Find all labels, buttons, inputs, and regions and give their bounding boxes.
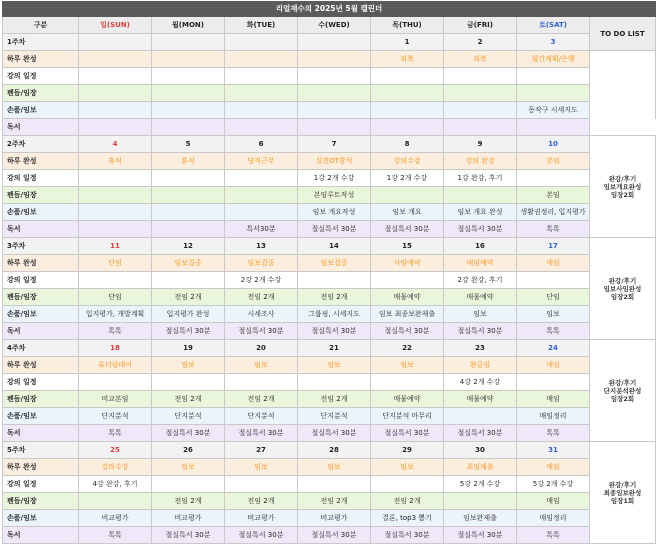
schedule-cell[interactable] xyxy=(79,68,152,85)
schedule-cell[interactable]: 휴식 xyxy=(152,153,225,170)
row-label: 하루 완성 xyxy=(3,51,79,68)
row-label: 하루 완성 xyxy=(3,357,79,374)
schedule-cell[interactable] xyxy=(298,272,371,289)
date-cell[interactable]: 16 xyxy=(444,238,517,255)
schedule-cell[interactable]: 비교본임 xyxy=(79,391,152,408)
schedule-cell[interactable] xyxy=(79,272,152,289)
schedule-cell[interactable]: 휴식 xyxy=(79,153,152,170)
row-label: 손품/임보 xyxy=(3,510,79,527)
week-label: 5주차 xyxy=(3,442,79,459)
date-cell[interactable]: 11 xyxy=(79,238,152,255)
date-cell[interactable]: 4 xyxy=(79,136,152,153)
week-label: 3주차 xyxy=(3,238,79,255)
schedule-row xyxy=(3,289,656,306)
schedule-cell[interactable]: 매임 xyxy=(517,391,590,408)
schedule-cell[interactable] xyxy=(444,119,517,136)
schedule-cell[interactable]: 전임 2개 xyxy=(225,493,298,510)
schedule-cell[interactable] xyxy=(152,51,225,68)
schedule-cell[interactable]: 단임 xyxy=(79,255,152,272)
schedule-row xyxy=(3,459,656,476)
schedule-cell[interactable]: 2강 2개 수강 xyxy=(225,272,298,289)
week-label: 1주차 xyxy=(3,34,79,51)
schedule-cell[interactable]: 2강 완강, 후기 xyxy=(444,272,517,289)
date-cell[interactable]: 23 xyxy=(444,340,517,357)
schedule-cell[interactable]: 1강 2개 수강 xyxy=(371,170,444,187)
row-label: 펜듬/임장 xyxy=(3,289,79,306)
schedule-cell[interactable]: 비교평가 xyxy=(298,510,371,527)
schedule-cell[interactable]: 절실특서 30분 xyxy=(371,527,444,544)
schedule-cell[interactable]: 시세조사 xyxy=(225,306,298,323)
schedule-cell[interactable] xyxy=(371,374,444,391)
schedule-cell[interactable] xyxy=(225,68,298,85)
row-label: 손품/임보 xyxy=(3,306,79,323)
schedule-cell[interactable]: 입지평가, 개발계획 xyxy=(79,306,152,323)
schedule-cell[interactable]: 비교평가 xyxy=(152,510,225,527)
schedule-cell[interactable]: 4강 2개 수강 xyxy=(444,374,517,391)
schedule-cell[interactable] xyxy=(152,102,225,119)
schedule-cell[interactable] xyxy=(79,51,152,68)
schedule-cell[interactable]: 절실특서 30분 xyxy=(225,425,298,442)
schedule-cell[interactable] xyxy=(225,476,298,493)
schedule-cell[interactable]: 단임 xyxy=(517,289,590,306)
schedule-cell[interactable] xyxy=(517,374,590,391)
schedule-cell[interactable] xyxy=(444,102,517,119)
schedule-cell[interactable] xyxy=(298,374,371,391)
schedule-cell[interactable]: 절실특서 30분 xyxy=(225,323,298,340)
schedule-cell[interactable]: 절실특서 30분 xyxy=(371,323,444,340)
schedule-row xyxy=(3,102,656,119)
row-label: 하루 완성 xyxy=(3,255,79,272)
schedule-cell[interactable] xyxy=(152,272,225,289)
schedule-row xyxy=(3,476,656,493)
schedule-row xyxy=(3,374,656,391)
schedule-cell[interactable]: 임보집중 xyxy=(298,255,371,272)
date-cell[interactable]: 6 xyxy=(225,136,298,153)
date-cell[interactable]: 20 xyxy=(225,340,298,357)
schedule-cell[interactable]: 입지평가 완성 xyxy=(152,306,225,323)
schedule-cell[interactable]: 매임정리 xyxy=(517,510,590,527)
schedule-cell[interactable]: 비교평가 xyxy=(225,510,298,527)
schedule-cell[interactable]: 임보 개요 xyxy=(371,204,444,221)
schedule-cell[interactable]: 전임 2개 xyxy=(225,289,298,306)
row-label: 펜듬/임장 xyxy=(3,187,79,204)
week-row xyxy=(3,34,656,51)
date-cell[interactable]: 1 xyxy=(371,34,444,51)
schedule-cell[interactable]: 5강 2개 수강 xyxy=(517,476,590,493)
row-label: 독서 xyxy=(3,323,79,340)
schedule-cell[interactable] xyxy=(371,272,444,289)
schedule-cell[interactable]: 4강 완강, 후기 xyxy=(79,476,152,493)
row-label: 손품/임보 xyxy=(3,408,79,425)
week-row xyxy=(3,238,656,255)
schedule-cell[interactable]: 사임예약 xyxy=(371,255,444,272)
schedule-cell[interactable] xyxy=(517,85,590,102)
schedule-row xyxy=(3,527,656,544)
row-label: 펜듬/임장 xyxy=(3,85,79,102)
schedule-cell[interactable]: 매물예약 xyxy=(444,391,517,408)
schedule-cell[interactable]: 전임 2개 xyxy=(371,493,444,510)
date-cell[interactable] xyxy=(152,34,225,51)
schedule-cell[interactable]: 단지분석 xyxy=(79,408,152,425)
schedule-cell[interactable]: 임보 xyxy=(371,357,444,374)
week-row xyxy=(3,340,656,357)
schedule-cell[interactable]: 절실특서 30분 xyxy=(225,527,298,544)
schedule-cell[interactable]: 임보 xyxy=(152,459,225,476)
schedule-row xyxy=(3,51,656,68)
schedule-row xyxy=(3,221,656,238)
schedule-row xyxy=(3,153,656,170)
day-header-mon: 월(MON) xyxy=(152,17,225,34)
date-cell[interactable]: 17 xyxy=(517,238,590,255)
schedule-cell[interactable]: 절실특서 30분 xyxy=(371,221,444,238)
date-cell[interactable]: 28 xyxy=(298,442,371,459)
schedule-cell[interactable] xyxy=(152,221,225,238)
row-label: 강의 일정 xyxy=(3,374,79,391)
schedule-cell[interactable]: 톡톡 xyxy=(517,323,590,340)
day-header-wed: 수(WED) xyxy=(298,17,371,34)
schedule-cell[interactable]: 특서30분 xyxy=(225,221,298,238)
row-label: 손품/임보 xyxy=(3,102,79,119)
row-label: 펜듬/임장 xyxy=(3,391,79,408)
schedule-cell[interactable]: 실전OT참석 xyxy=(298,153,371,170)
row-label: 독서 xyxy=(3,425,79,442)
schedule-cell[interactable]: 전임 2개 xyxy=(225,391,298,408)
schedule-cell[interactable]: 단지분석 xyxy=(298,408,371,425)
schedule-cell[interactable]: 강의수강 xyxy=(79,459,152,476)
date-cell[interactable]: 5 xyxy=(152,136,225,153)
schedule-cell[interactable]: 절실특서 30분 xyxy=(444,221,517,238)
schedule-cell[interactable]: 임보집중 xyxy=(152,255,225,272)
schedule-row xyxy=(3,391,656,408)
schedule-cell[interactable]: 본임루트작성 xyxy=(298,187,371,204)
schedule-row xyxy=(3,170,656,187)
date-cell[interactable]: 14 xyxy=(298,238,371,255)
schedule-cell[interactable] xyxy=(517,170,590,187)
date-cell[interactable]: 18 xyxy=(79,340,152,357)
schedule-cell[interactable]: 결론, top3 뽑기 xyxy=(371,510,444,527)
schedule-cell[interactable]: 전임 2개 xyxy=(152,391,225,408)
schedule-cell[interactable] xyxy=(152,85,225,102)
schedule-cell[interactable]: 임보 최종보완제출 xyxy=(371,306,444,323)
schedule-cell[interactable]: 매물예약 xyxy=(371,391,444,408)
schedule-cell[interactable]: 절실특서 30분 xyxy=(444,323,517,340)
schedule-cell[interactable] xyxy=(79,170,152,187)
date-cell[interactable]: 8 xyxy=(371,136,444,153)
schedule-cell[interactable]: 톡톡 xyxy=(517,425,590,442)
schedule-cell[interactable] xyxy=(371,187,444,204)
date-cell[interactable]: 13 xyxy=(225,238,298,255)
row-label: 강의 일정 xyxy=(3,170,79,187)
schedule-cell[interactable]: 임보 xyxy=(298,459,371,476)
schedule-cell[interactable]: 전임 2개 xyxy=(152,493,225,510)
todo-list-cell[interactable]: 완강/후기 임보사임완성 임장2회 xyxy=(590,238,656,340)
date-cell[interactable]: 30 xyxy=(444,442,517,459)
schedule-cell[interactable] xyxy=(371,119,444,136)
schedule-cell[interactable]: 강의 완강 xyxy=(444,153,517,170)
schedule-cell[interactable]: 임보 xyxy=(298,357,371,374)
schedule-cell[interactable] xyxy=(444,187,517,204)
schedule-cell[interactable]: 절실특서 30분 xyxy=(298,323,371,340)
schedule-cell[interactable]: 절실특서 30분 xyxy=(298,221,371,238)
schedule-cell[interactable] xyxy=(517,68,590,85)
schedule-cell[interactable]: 5강 2개 수강 xyxy=(444,476,517,493)
schedule-cell[interactable]: 비교평가 xyxy=(79,510,152,527)
schedule-row xyxy=(3,510,656,527)
schedule-row xyxy=(3,204,656,221)
todo-list-cell[interactable]: 완강/후기 임보개요완성 임장2회 xyxy=(590,136,656,238)
schedule-cell[interactable] xyxy=(371,102,444,119)
schedule-cell[interactable] xyxy=(298,119,371,136)
schedule-cell[interactable] xyxy=(444,493,517,510)
schedule-cell[interactable] xyxy=(225,204,298,221)
schedule-cell[interactable]: 절실특서 30분 xyxy=(444,527,517,544)
date-cell[interactable] xyxy=(79,34,152,51)
schedule-cell[interactable]: 매물예약 xyxy=(444,289,517,306)
schedule-cell[interactable]: 절실특서 30분 xyxy=(152,425,225,442)
schedule-cell[interactable] xyxy=(79,119,152,136)
schedule-cell[interactable]: 매임 xyxy=(517,255,590,272)
week-row xyxy=(3,442,656,459)
schedule-cell[interactable] xyxy=(225,170,298,187)
day-header-tue: 화(TUE) xyxy=(225,17,298,34)
schedule-cell[interactable]: 임보 xyxy=(225,459,298,476)
schedule-cell[interactable]: 월간계획/은행 xyxy=(517,51,590,68)
todo-list-cell[interactable]: 완강/후기 최종임보완성 임장1회 xyxy=(590,442,656,544)
schedule-cell[interactable]: 매임 xyxy=(517,459,590,476)
schedule-row xyxy=(3,272,656,289)
row-label: 독서 xyxy=(3,119,79,136)
date-cell[interactable]: 9 xyxy=(444,136,517,153)
schedule-cell[interactable] xyxy=(79,204,152,221)
calendar-sheet xyxy=(2,1,655,544)
schedule-cell[interactable] xyxy=(225,374,298,391)
date-cell[interactable]: 22 xyxy=(371,340,444,357)
date-cell[interactable]: 21 xyxy=(298,340,371,357)
date-cell[interactable]: 26 xyxy=(152,442,225,459)
calendar-title: 리얼재수의 2025년 5월 캘린더 xyxy=(3,2,656,17)
schedule-cell[interactable]: 전임 2개 xyxy=(298,391,371,408)
schedule-cell[interactable] xyxy=(225,51,298,68)
schedule-cell[interactable]: 매임 xyxy=(517,357,590,374)
schedule-row xyxy=(3,493,656,510)
schedule-cell[interactable] xyxy=(371,68,444,85)
schedule-cell[interactable]: 절실특서 30분 xyxy=(444,425,517,442)
todo-header: TO DO LIST xyxy=(590,17,656,51)
schedule-cell[interactable] xyxy=(79,493,152,510)
schedule-cell[interactable] xyxy=(444,408,517,425)
schedule-cell[interactable] xyxy=(444,85,517,102)
date-cell[interactable]: 7 xyxy=(298,136,371,153)
schedule-cell[interactable]: 동작구 시세지도 xyxy=(517,102,590,119)
date-cell[interactable]: 10 xyxy=(517,136,590,153)
schedule-cell[interactable]: 절실특서 30분 xyxy=(371,425,444,442)
date-cell[interactable]: 24 xyxy=(517,340,590,357)
schedule-cell[interactable]: 임보 xyxy=(225,357,298,374)
date-cell[interactable]: 31 xyxy=(517,442,590,459)
schedule-row xyxy=(3,306,656,323)
row-label: 강의 일정 xyxy=(3,476,79,493)
schedule-cell[interactable] xyxy=(152,68,225,85)
date-cell[interactable]: 29 xyxy=(371,442,444,459)
schedule-cell[interactable]: 본임 xyxy=(517,187,590,204)
schedule-cell[interactable] xyxy=(517,119,590,136)
schedule-cell[interactable]: 매임예약 xyxy=(444,255,517,272)
schedule-cell[interactable] xyxy=(225,102,298,119)
schedule-cell[interactable]: 완금임 xyxy=(444,357,517,374)
schedule-cell[interactable]: 최임제출 xyxy=(444,459,517,476)
schedule-cell[interactable] xyxy=(298,102,371,119)
header-row xyxy=(3,17,656,34)
row-label: 독서 xyxy=(3,527,79,544)
schedule-cell[interactable] xyxy=(225,85,298,102)
schedule-cell[interactable]: 단임 xyxy=(79,289,152,306)
day-header-sun: 일(SUN) xyxy=(79,17,152,34)
schedule-cell[interactable]: 임보 xyxy=(444,306,517,323)
schedule-cell[interactable]: 절실특서 30분 xyxy=(152,323,225,340)
row-label: 강의 일정 xyxy=(3,68,79,85)
schedule-row xyxy=(3,408,656,425)
date-cell[interactable]: 27 xyxy=(225,442,298,459)
schedule-cell[interactable]: 매임 xyxy=(517,493,590,510)
row-label: 손품/임보 xyxy=(3,204,79,221)
schedule-cell[interactable]: 매임정리 xyxy=(517,408,590,425)
schedule-cell[interactable]: 임보 xyxy=(152,357,225,374)
schedule-cell[interactable]: 생활권정리, 입지평가 xyxy=(517,204,590,221)
schedule-cell[interactable]: 1강 2개 수강 xyxy=(298,170,371,187)
schedule-cell[interactable] xyxy=(298,476,371,493)
schedule-row xyxy=(3,68,656,85)
schedule-cell[interactable] xyxy=(79,187,152,204)
schedule-cell[interactable]: 단지분석 xyxy=(152,408,225,425)
schedule-cell[interactable]: 전임 2개 xyxy=(298,493,371,510)
schedule-row xyxy=(3,323,656,340)
schedule-cell[interactable] xyxy=(152,476,225,493)
schedule-cell[interactable]: 톡톡 xyxy=(517,221,590,238)
schedule-cell[interactable]: 임보집중 xyxy=(225,255,298,272)
schedule-cell[interactable]: 임보 xyxy=(517,306,590,323)
schedule-cell[interactable]: 본임 xyxy=(517,153,590,170)
day-header-fri: 금(FRI) xyxy=(444,17,517,34)
schedule-cell[interactable]: 1강 완강, 후기 xyxy=(444,170,517,187)
schedule-row xyxy=(3,85,656,102)
week-label: 2주차 xyxy=(3,136,79,153)
schedule-cell[interactable]: 튜터링데이 xyxy=(79,357,152,374)
schedule-cell[interactable] xyxy=(152,187,225,204)
schedule-cell[interactable] xyxy=(152,170,225,187)
date-cell[interactable]: 2 xyxy=(444,34,517,51)
schedule-cell[interactable] xyxy=(225,119,298,136)
date-cell[interactable] xyxy=(225,34,298,51)
schedule-cell[interactable] xyxy=(152,119,225,136)
schedule-cell[interactable]: 톡톡 xyxy=(79,425,152,442)
schedule-cell[interactable]: 단지분석 마무리 xyxy=(371,408,444,425)
header-label: 구분 xyxy=(3,17,79,34)
row-label: 독서 xyxy=(3,221,79,238)
schedule-row xyxy=(3,425,656,442)
schedule-cell[interactable]: 톡톡 xyxy=(79,323,152,340)
schedule-row xyxy=(3,357,656,374)
schedule-cell[interactable]: 단지분석 xyxy=(225,408,298,425)
week-row xyxy=(3,136,656,153)
schedule-cell[interactable] xyxy=(79,374,152,391)
date-cell[interactable] xyxy=(298,34,371,51)
date-cell[interactable]: 19 xyxy=(152,340,225,357)
schedule-cell[interactable]: 임보 개요작성 xyxy=(298,204,371,221)
schedule-cell[interactable] xyxy=(371,85,444,102)
calendar-table xyxy=(2,1,656,544)
schedule-cell[interactable] xyxy=(79,102,152,119)
schedule-cell[interactable]: 임보 개요 완성 xyxy=(444,204,517,221)
schedule-cell[interactable]: 외복 xyxy=(371,51,444,68)
day-header-sat: 토(SAT) xyxy=(517,17,590,34)
schedule-cell[interactable]: 강의수강 xyxy=(371,153,444,170)
schedule-cell[interactable] xyxy=(298,85,371,102)
schedule-cell[interactable]: 매물예약 xyxy=(371,289,444,306)
schedule-cell[interactable]: 그룹핑, 시세지도 xyxy=(298,306,371,323)
day-header-thu: 목(THU) xyxy=(371,17,444,34)
row-label: 하루 완성 xyxy=(3,459,79,476)
date-cell[interactable]: 12 xyxy=(152,238,225,255)
schedule-cell[interactable] xyxy=(298,51,371,68)
schedule-cell[interactable]: 절실특서 30분 xyxy=(298,425,371,442)
row-label: 강의 일정 xyxy=(3,272,79,289)
schedule-cell[interactable] xyxy=(371,476,444,493)
schedule-cell[interactable]: 외복 xyxy=(444,51,517,68)
row-label: 펜듬/임장 xyxy=(3,493,79,510)
schedule-cell[interactable] xyxy=(517,272,590,289)
schedule-row xyxy=(3,187,656,204)
schedule-cell[interactable]: 절실특서 30분 xyxy=(298,527,371,544)
schedule-cell[interactable]: 톡톡 xyxy=(517,527,590,544)
todo-list-cell[interactable]: 완강/후기 단지분석완성 임장2회 xyxy=(590,340,656,442)
week-label: 4주차 xyxy=(3,340,79,357)
schedule-cell[interactable]: 톡톡 xyxy=(79,527,152,544)
schedule-row xyxy=(3,119,656,136)
schedule-cell[interactable] xyxy=(152,374,225,391)
schedule-cell[interactable] xyxy=(79,221,152,238)
schedule-cell[interactable] xyxy=(444,68,517,85)
schedule-cell[interactable]: 임보완제출 xyxy=(444,510,517,527)
date-cell[interactable]: 15 xyxy=(371,238,444,255)
schedule-cell[interactable]: 임보 xyxy=(371,459,444,476)
schedule-cell[interactable] xyxy=(79,85,152,102)
schedule-cell[interactable]: 당직근무 xyxy=(225,153,298,170)
schedule-cell[interactable] xyxy=(152,204,225,221)
schedule-cell[interactable] xyxy=(225,187,298,204)
schedule-cell[interactable]: 절실특서 30분 xyxy=(152,527,225,544)
date-cell[interactable]: 3 xyxy=(517,34,590,51)
schedule-cell[interactable] xyxy=(298,68,371,85)
row-label: 하루 완성 xyxy=(3,153,79,170)
schedule-cell[interactable]: 전임 2개 xyxy=(152,289,225,306)
schedule-cell[interactable]: 전임 2개 xyxy=(298,289,371,306)
date-cell[interactable]: 25 xyxy=(79,442,152,459)
schedule-row xyxy=(3,255,656,272)
